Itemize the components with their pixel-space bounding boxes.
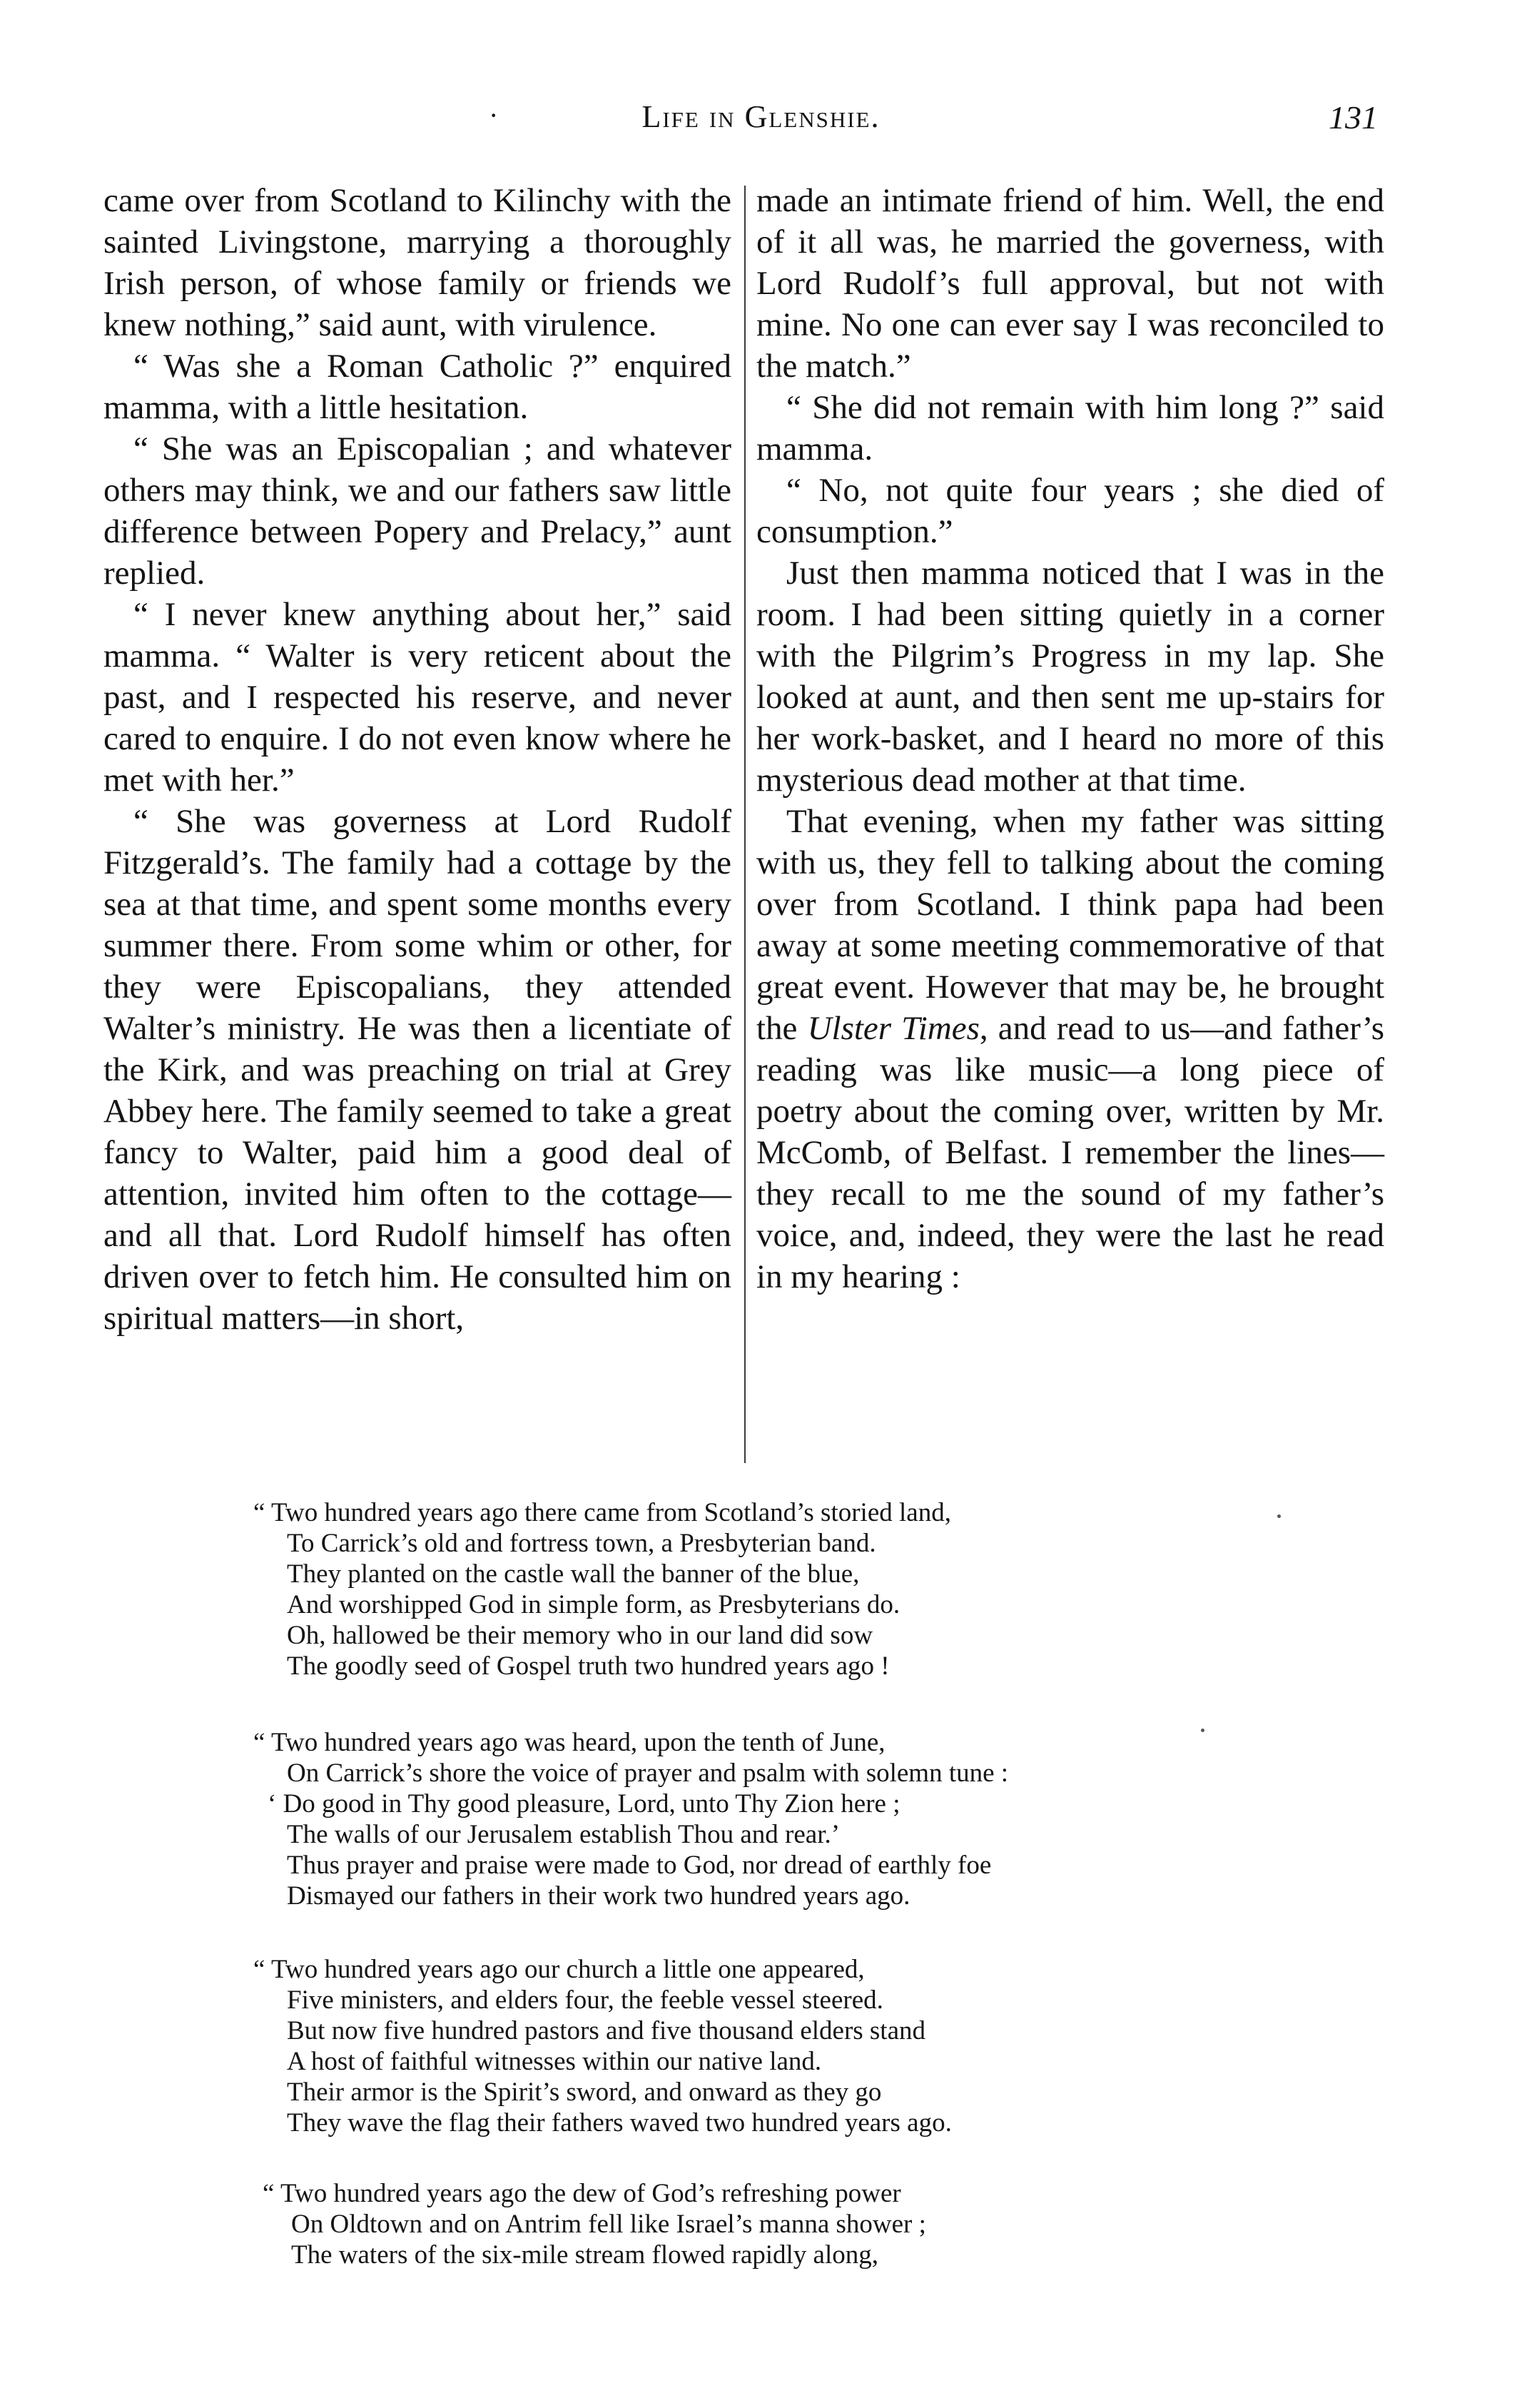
- page-header: [0, 98, 1522, 141]
- paragraph: “ She was an Episcopalian ; and whatever others may think, we and our fathers saw little difference between Popery and Prelacy,” aunt replied.: [103, 430, 731, 592]
- right-column: [756, 180, 1384, 1297]
- paragraph: [756, 801, 1384, 1297]
- poem-line: Five ministers, and elders four, the feeble vessel steered.: [287, 1985, 883, 2015]
- print-speck: [1277, 1514, 1281, 1518]
- poem-stanza-3: [253, 1954, 1359, 2138]
- two-column-text: [103, 180, 1384, 1464]
- page-number: 131: [1329, 99, 1378, 136]
- poem-line: On Carrick’s shore the voice of prayer and psalm with solemn tune :: [287, 1759, 1009, 1788]
- poem-line: Thus prayer and praise were made to God, nor dread of earthly foe: [287, 1851, 992, 1880]
- newspaper-title: Ulster Times: [807, 1010, 980, 1047]
- poem-line: The waters of the six-mile stream flowed rapidly along,: [291, 2240, 878, 2270]
- paragraph-text: , and read to us—and father’s reading was like music—a long piece of poetry about the coming over, written by Mr. McComb, of Belfast. I remember the lines—they recall to me the sound of my father’s voice, and, indeed, they were the last he read in my hearing :: [756, 1010, 1384, 1295]
- poem-line: The walls of our Jerusalem establish Thou and rear.’: [287, 1820, 841, 1849]
- poem-line: A host of faithful witnesses within our native land.: [287, 2047, 822, 2076]
- poem-line: To Carrick’s old and fortress town, a Presbyterian band.: [287, 1529, 876, 1558]
- column-divider: [744, 186, 746, 1463]
- poem-stanza-4: [263, 2178, 1369, 2270]
- poem-line: But now five hundred pastors and five thousand elders stand: [287, 2016, 926, 2045]
- poem-stanza-2: [253, 1727, 1359, 1911]
- paragraph: made an intimate friend of him. Well, the end of it all was, he married the governess, with Lord Rudolf’s full approval, but not with mine. No one can ever say I was reconciled to the match.”: [756, 182, 1384, 385]
- poem-line: Their armor is the Spirit’s sword, and onward as they go: [287, 2078, 882, 2107]
- poem-line: “ Two hundred years ago was heard, upon the tenth of June,: [253, 1728, 886, 1757]
- print-speck: [1201, 1729, 1204, 1732]
- header-ornament: ·: [489, 99, 499, 131]
- poem-line: On Oldtown and on Antrim fell like Israel’s manna shower ;: [291, 2210, 926, 2239]
- poem-line: Oh, hallowed be their memory who in our land did sow: [287, 1621, 873, 1650]
- paragraph: came over from Scotland to Kilinchy with the sainted Livingstone, marrying a thoroughly Irish person, of whose family or friends we knew nothing,” said aunt, with virulence.: [103, 182, 731, 343]
- poem-line: ‘ Do good in Thy good pleasure, Lord, unto Thy Zion here ;: [268, 1789, 900, 1818]
- poem-line: And worshipped God in simple form, as Presbyterians do.: [287, 1590, 900, 1619]
- poem-line: “ Two hundred years ago our church a little one appeared,: [253, 1955, 865, 1984]
- poem-line: “ Two hundred years ago the dew of God’s refreshing power: [263, 2179, 901, 2208]
- running-title: Life in Glenshie.: [641, 99, 881, 134]
- paragraph: “ She did not remain with him long ?” said mamma.: [756, 389, 1384, 467]
- paragraph-text: That evening, when my father was sitting with us, they fell to talking about the coming over from Scotland. I think papa had been away at some meeting commemorative of that great event. However that may be, he brought the: [756, 803, 1384, 1047]
- paragraph: “ No, not quite four years ; she died of consumption.”: [756, 472, 1384, 550]
- paragraph: “ I never knew anything about her,” said mamma. “ Walter is very reticent about the past, and I respected his reserve, and never cared to enquire. I do not even know where he met with her.”: [103, 596, 731, 799]
- poem-line: The goodly seed of Gospel truth two hundred years ago !: [287, 1651, 890, 1681]
- poem-line: They planted on the castle wall the banner of the blue,: [287, 1559, 860, 1589]
- poem-stanza-1: [253, 1497, 1359, 1681]
- paragraph: “ Was she a Roman Catholic ?” enquired mamma, with a little hesitation.: [103, 348, 731, 426]
- left-column: [103, 180, 731, 1339]
- paragraph: Just then mamma noticed that I was in the room. I had been sitting quietly in a corner with the Pilgrim’s Progress in my lap. She looked at aunt, and then sent me up-stairs for her work-basket, and I heard no more of this mysterious dead mother at that time.: [756, 555, 1384, 799]
- poem-line: They wave the flag their fathers waved two hundred years ago.: [287, 2108, 952, 2138]
- poem-line: Dismayed our fathers in their work two hundred years ago.: [287, 1881, 910, 1911]
- paragraph: “ She was governess at Lord Rudolf Fitzgerald’s. The family had a cottage by the sea at that time, and spent some months every summer there. From some whim or other, for they were Episcopalians, they attended Walter’s ministry. He was then a licentiate of the Kirk, and was preaching on trial at Grey Abbey here. The family seemed to take a great fancy to Walter, paid him a good deal of attention, invited him often to the cottage—and all that. Lord Rudolf himself has often driven over to fetch him. He consulted him on spiritual matters—in short,: [103, 803, 731, 1337]
- poem-line: “ Two hundred years ago there came from Scotland’s storied land,: [253, 1498, 951, 1527]
